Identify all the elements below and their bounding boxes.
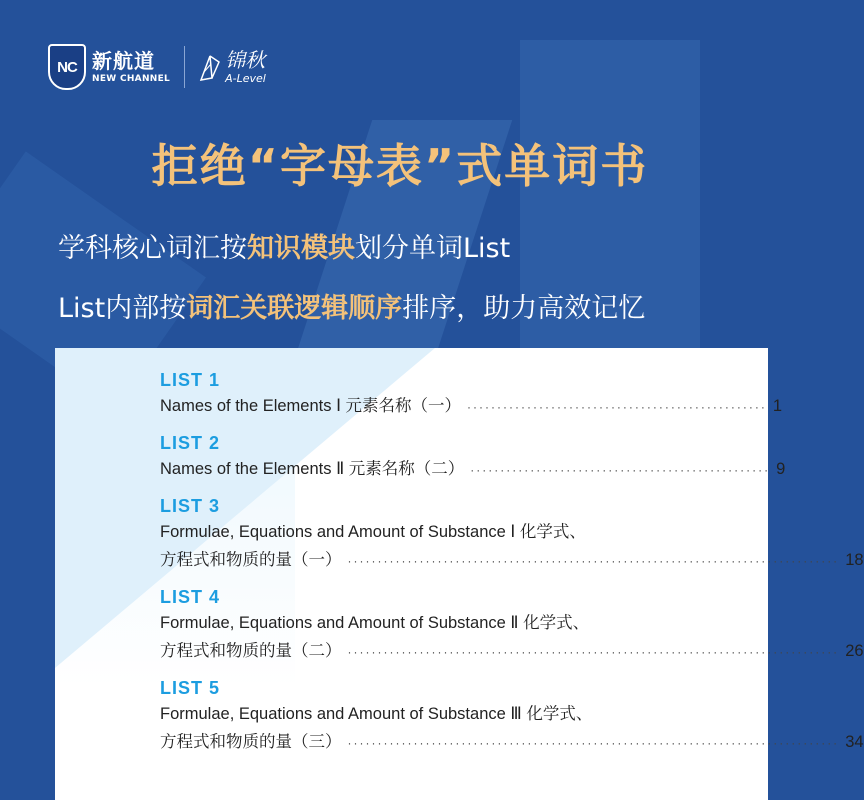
brand-name-cn: 新航道 <box>92 48 155 73</box>
subline-1-text: 学科核心词汇按 <box>58 233 247 264</box>
leader-dots: ·················································· <box>467 400 767 414</box>
toc-line-text: 方程式和物质的量（三） <box>160 733 342 751</box>
partner-logo <box>199 50 266 84</box>
toc-line-text: Names of the Elements Ⅰ 元素名称（一） <box>160 397 462 415</box>
toc-line <box>160 392 783 420</box>
toc-entry <box>160 585 864 665</box>
toc-entry <box>160 676 864 756</box>
toc-line-text: 方程式和物质的量（二） <box>160 642 342 660</box>
list-title: LIST 3 <box>160 496 221 516</box>
leader-dots: ·················································································· <box>347 736 840 750</box>
leader-dots: ·················································· <box>470 463 771 477</box>
subline-2-text: List内部按 <box>58 293 187 324</box>
toc-line <box>160 546 864 574</box>
subline-2 <box>58 286 645 325</box>
partner-name-en: A-Level <box>225 72 266 85</box>
list-title: LIST 5 <box>160 678 221 698</box>
toc-line <box>160 609 725 637</box>
header-divider <box>184 46 185 88</box>
leader-dots: ·················································································· <box>347 554 840 568</box>
toc-line <box>160 455 786 483</box>
subline-1-text-end: 划分单词List <box>355 233 511 264</box>
toc-line-text: Names of the Elements Ⅱ 元素名称（二） <box>160 460 465 478</box>
list-title: LIST 1 <box>160 370 221 390</box>
list-title: LIST 2 <box>160 433 221 453</box>
toc-line <box>160 637 864 665</box>
toc-line <box>160 700 725 728</box>
toc-entry <box>160 431 786 483</box>
logo-mark: NC <box>57 58 77 76</box>
page-number: 18 <box>845 551 864 569</box>
header <box>48 42 266 92</box>
page-number: 1 <box>772 397 783 415</box>
subline-2-highlight: 词汇关联逻辑顺序 <box>186 293 403 324</box>
toc-line <box>160 518 725 546</box>
toc-line-text: 方程式和物质的量（一） <box>160 551 342 569</box>
subline-1-highlight: 知识模块 <box>247 233 355 264</box>
brand-name-en: NEW CHANNEL <box>92 73 171 84</box>
page-number: 26 <box>845 642 864 660</box>
table-of-contents-card <box>55 348 864 800</box>
toc-line-text: Formulae, Equations and Amount of Substance Ⅰ 化学式、 <box>160 523 586 541</box>
toc-entry <box>160 368 783 420</box>
toc-entry <box>160 494 864 574</box>
list-title: LIST 4 <box>160 587 221 607</box>
book-wings-icon <box>199 52 221 82</box>
toc-line-text: Formulae, Equations and Amount of Substance Ⅱ 化学式、 <box>160 614 590 632</box>
page-number: 9 <box>776 460 786 478</box>
page-number: 34 <box>845 733 864 751</box>
new-channel-logo-icon <box>48 44 86 90</box>
partner-name-cn: 锦秋 <box>225 48 266 72</box>
subline-2-text-end: 排序，助力高效记忆 <box>402 293 646 324</box>
brand <box>92 48 171 84</box>
toc-line-text: Formulae, Equations and Amount of Substance Ⅲ 化学式、 <box>160 705 593 723</box>
leader-dots: ·················································································· <box>347 645 840 659</box>
toc-line <box>160 728 864 756</box>
subline-1 <box>58 226 510 265</box>
table-of-contents <box>160 368 864 767</box>
headline: 拒绝“字母表”式单词书 <box>151 139 649 193</box>
